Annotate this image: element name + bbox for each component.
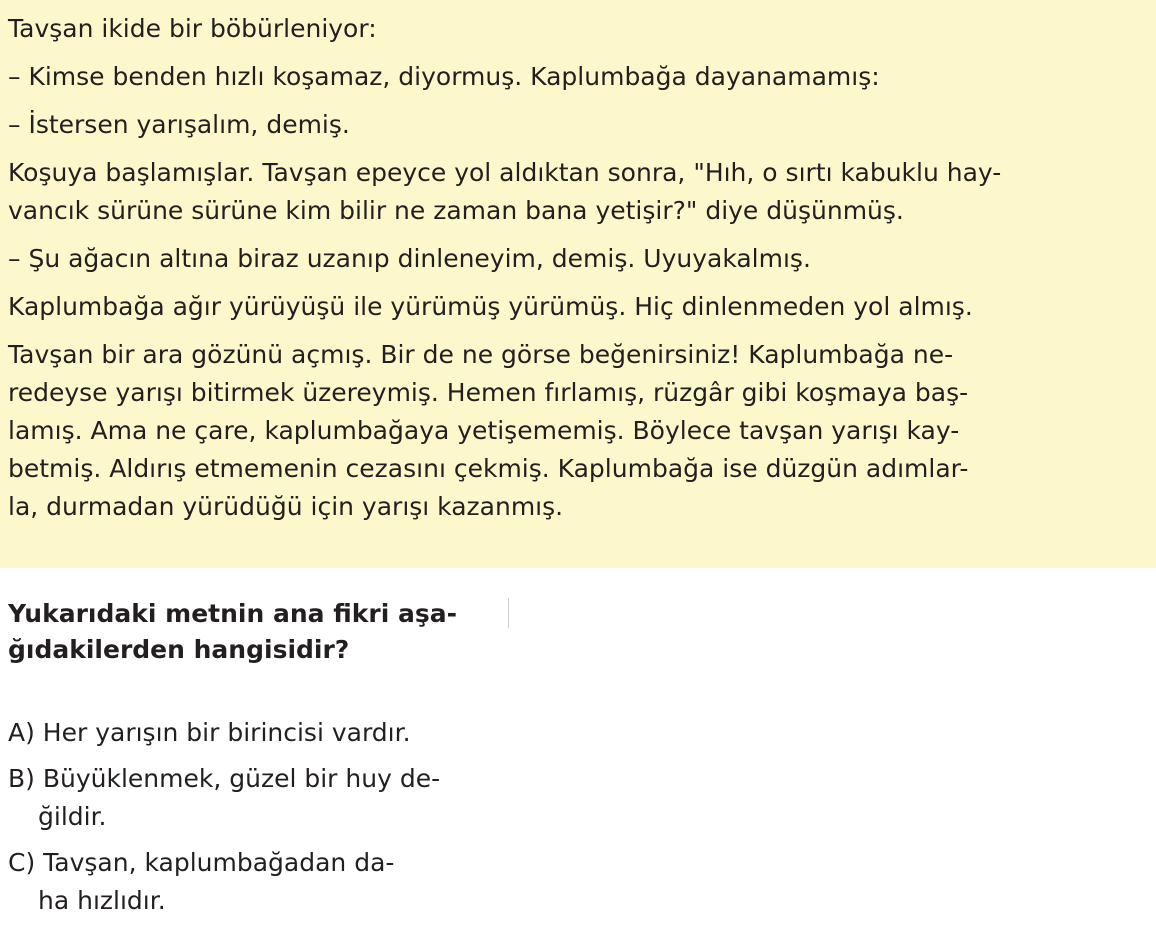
passage-paragraph-2 — [8, 58, 1156, 96]
passage-paragraph-4 — [8, 154, 1156, 230]
passage-line: – Şu ağacın altına biraz uzanıp dinleneyim, demiş. Uyuyakalmış. — [8, 244, 811, 273]
option-line: C) Tavşan, kaplumbağadan da- — [8, 848, 395, 877]
passage-line: – İstersen yarışalım, demiş. — [8, 110, 350, 139]
passage-line: vancık sürüne sürüne kim bilir ne zaman bana yetişir?" diye düşünmüş. — [8, 196, 904, 225]
passage-paragraph-5 — [8, 240, 1156, 278]
passage-line: lamış. Ama ne çare, kaplumbağaya yetişememiş. Böylece tavşan yarışı kay- — [8, 416, 960, 445]
option-line: B) Büyüklenmek, güzel bir huy de- — [8, 764, 441, 793]
option-line: ğildir. — [38, 802, 107, 831]
option-line: ha hızlıdır. — [38, 886, 166, 915]
option-c[interactable] — [8, 844, 440, 920]
question-line: Yukarıdaki metnin ana fikri aşa- — [8, 599, 457, 628]
answer-options — [8, 714, 440, 928]
passage-paragraph-1 — [8, 10, 1156, 48]
option-b[interactable] — [8, 760, 440, 836]
passage-line: Tavşan ikide bir böbürleniyor: — [8, 14, 377, 43]
passage-paragraph-6 — [8, 288, 1156, 326]
passage-line: betmiş. Aldırış etmemenin cezasını çekmiş. Kaplumbağa ise düzgün adımlar- — [8, 454, 969, 483]
passage-line: Tavşan bir ara gözünü açmış. Bir de ne görse beğenirsiniz! Kaplumbağa ne- — [8, 340, 954, 369]
passage-paragraph-3 — [8, 106, 1156, 144]
option-a[interactable] — [8, 714, 440, 752]
column-divider — [508, 598, 509, 628]
passage-paragraph-7 — [8, 336, 1156, 526]
option-line: A) Her yarışın bir birincisi vardır. — [8, 718, 411, 747]
passage-line: Koşuya başlamışlar. Tavşan epeyce yol aldıktan sonra, "Hıh, o sırtı kabuklu hay- — [8, 158, 1002, 187]
question-text — [8, 596, 457, 668]
passage-line: Kaplumbağa ağır yürüyüşü ile yürümüş yürümüş. Hiç dinlenmeden yol almış. — [8, 292, 973, 321]
question-line: ğıdakilerden hangisidir? — [8, 635, 350, 664]
passage-line: – Kimse benden hızlı koşamaz, diyormuş. Kaplumbağa dayanamamış: — [8, 62, 880, 91]
passage-line: redeyse yarışı bitirmek üzereymiş. Hemen fırlamış, rüzgâr gibi koşmaya baş- — [8, 378, 969, 407]
passage-line: la, durmadan yürüdüğü için yarışı kazanmış. — [8, 492, 564, 521]
